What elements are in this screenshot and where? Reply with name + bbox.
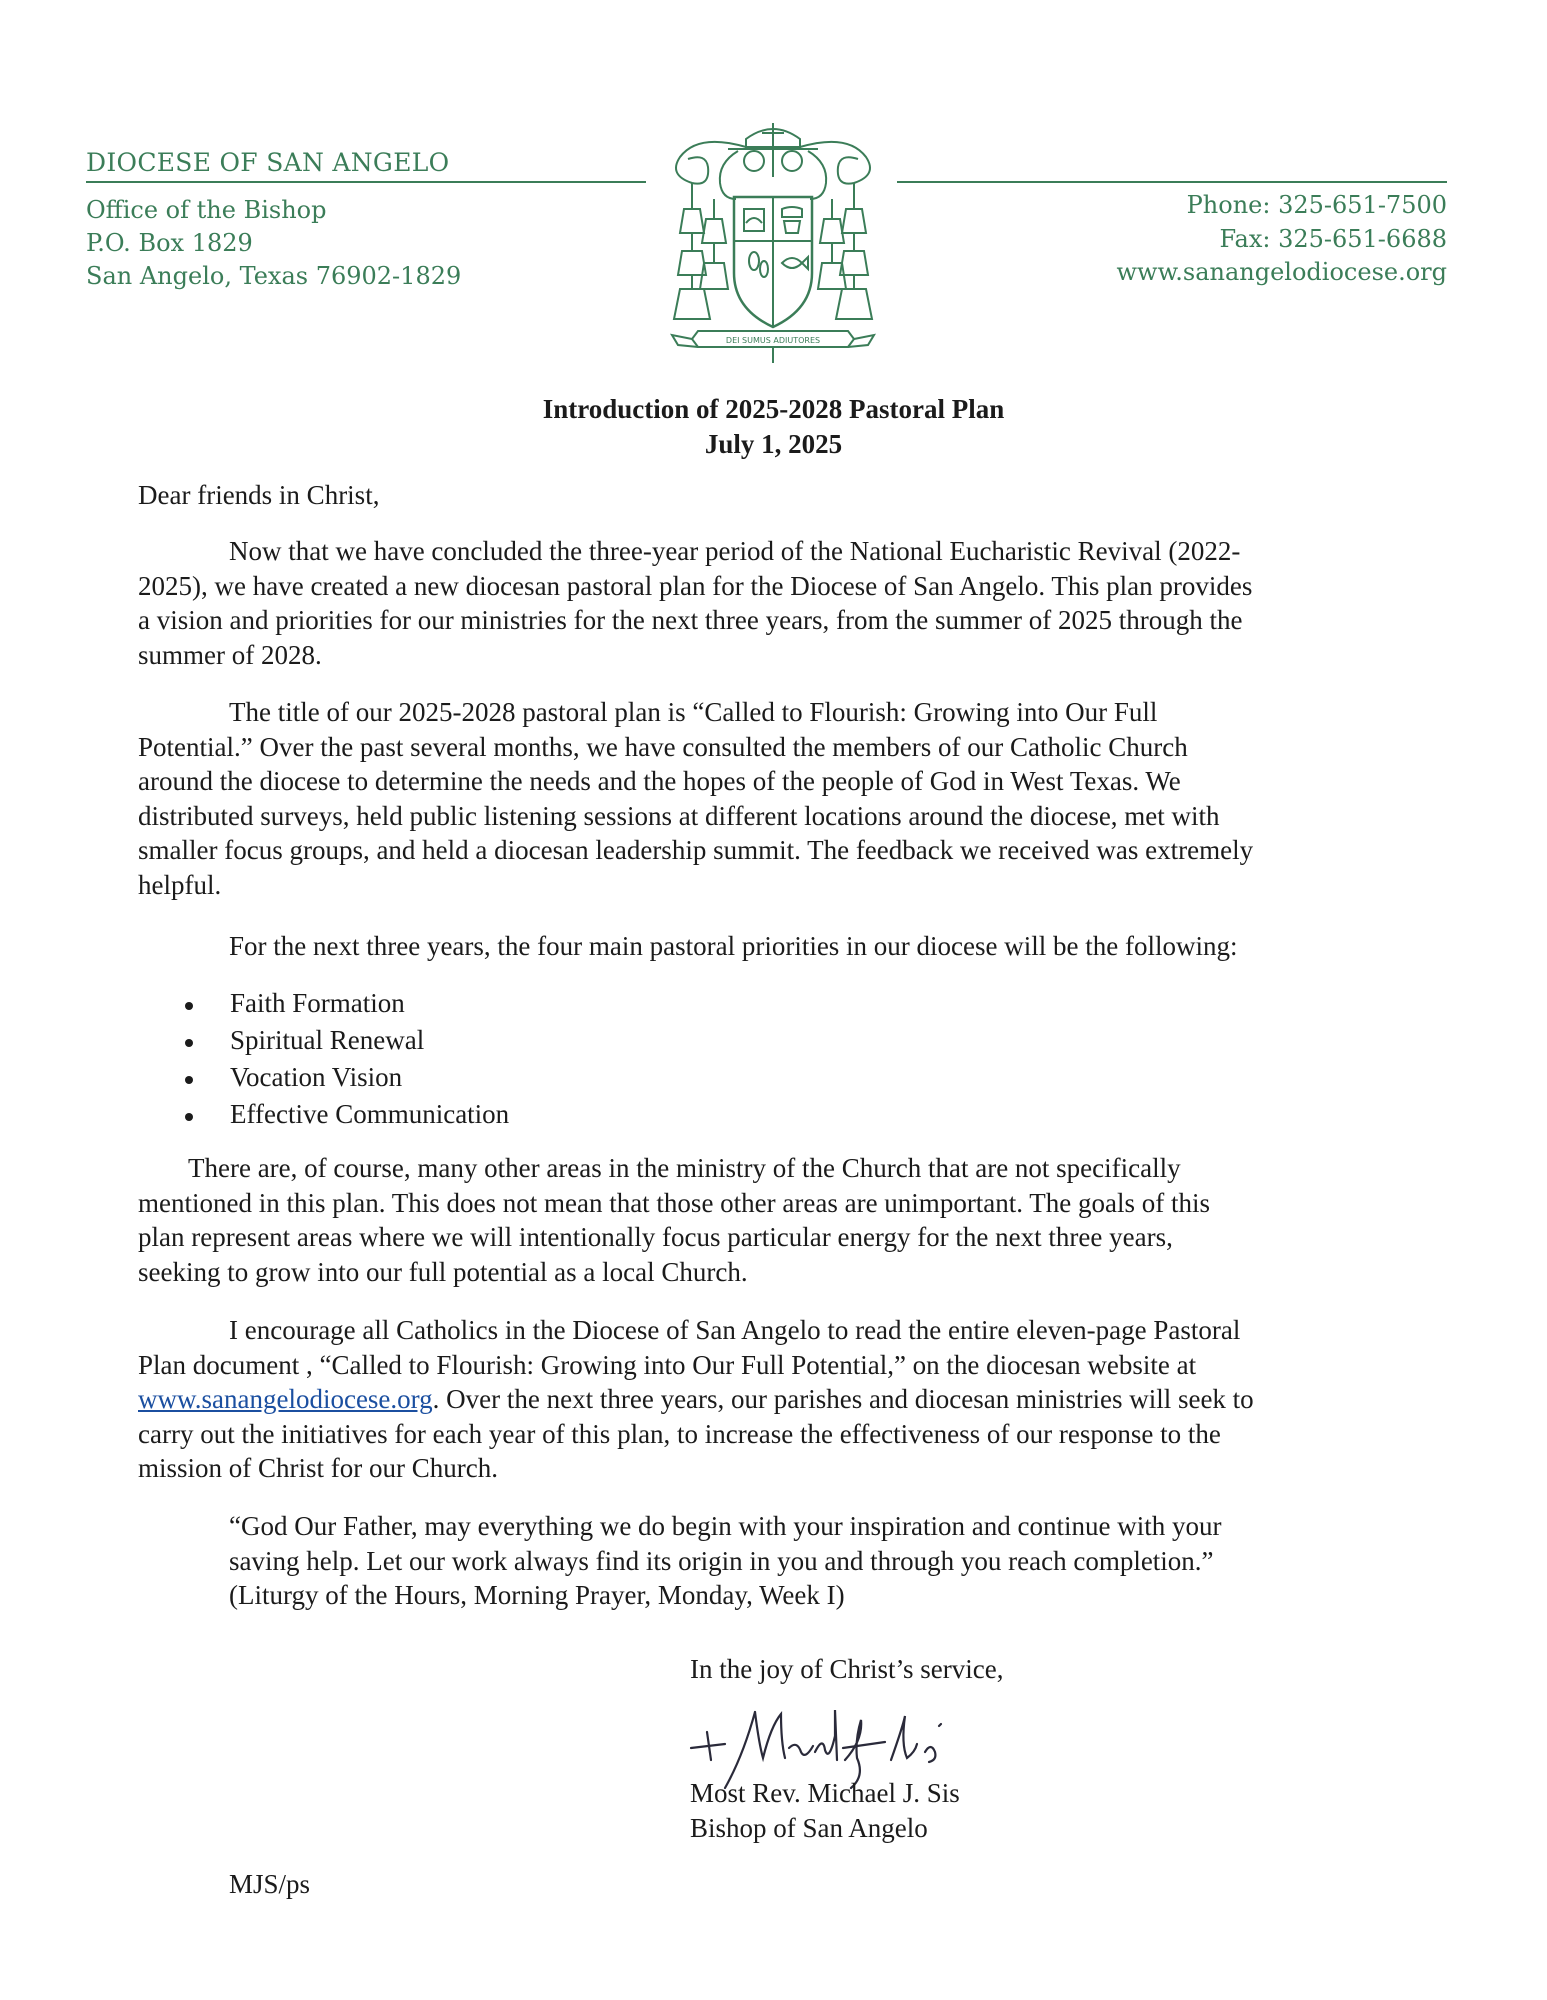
letterhead-website: www.sanangelodiocese.org	[1116, 258, 1447, 286]
paragraph-line: carry out the initiatives for each year of this plan, to increase the effectiveness of our response to the	[138, 1418, 1221, 1449]
paragraph-line: mission of Christ for our Church.	[138, 1453, 498, 1483]
priority-item: Effective Communication	[230, 1099, 510, 1129]
prayer-line: saving help. Let our work always find its origin in you and through you reach completion.”	[229, 1545, 1214, 1576]
paragraph-line: distributed surveys, held public listening sessions at different locations around the diocese, met with	[138, 800, 1220, 831]
letterhead-org-name: DIOCESE OF SAN ANGELO	[86, 148, 450, 177]
letterhead-fax: Fax: 325-651-6688	[1219, 225, 1447, 253]
priority-item: Vocation Vision	[230, 1062, 403, 1092]
paragraph-line: 2025), we have created a new diocesan pastoral plan for the Diocese of San Angelo. This plan provides	[138, 570, 1253, 601]
prayer-line: “God Our Father, may everything we do begin with your inspiration and continue with your	[229, 1511, 1222, 1541]
signer-name: Most Rev. Michael J. Sis	[690, 1778, 960, 1808]
paragraph-line: helpful.	[138, 869, 222, 900]
coat-of-arms-icon	[658, 113, 888, 363]
crest-motto: DEI SUMUS ADIUTORES	[725, 336, 821, 345]
bullet-icon	[185, 1002, 193, 1010]
paragraph-line: smaller focus groups, and held a diocesan leadership summit. The feedback we received was extremely	[138, 835, 1254, 865]
letterhead-office: Office of the Bishop	[86, 196, 327, 224]
paragraph-line: summer of 2028.	[138, 639, 322, 670]
typist-initials: MJS/ps	[229, 1869, 311, 1899]
paragraph-line: I encourage all Catholics in the Diocese of San Angelo to read the entire eleven-page Pastoral	[229, 1315, 1241, 1345]
bullet-icon	[185, 1076, 193, 1084]
paragraph-line: There are, of course, many other areas in the ministry of the Church that are not specifically	[188, 1153, 1181, 1183]
paragraph-2	[138, 695, 1253, 902]
letterhead-po-box: P.O. Box 1829	[86, 229, 253, 257]
paragraph-3: For the next three years, the four main pastoral priorities in our diocese will be the following:	[229, 931, 1238, 961]
letterhead-city: San Angelo, Texas 76902-1829	[86, 262, 462, 290]
bullet-icon	[185, 1113, 193, 1121]
diocese-website-link[interactable]: www.sanangelodiocese.org	[138, 1384, 433, 1414]
paragraph-line: around the diocese to determine the needs and the hopes of the people of God in West Texas. We	[138, 766, 1181, 796]
document-title: Introduction of 2025-2028 Pastoral Plan	[542, 394, 1005, 424]
prayer-line: (Liturgy of the Hours, Morning Prayer, Monday, Week I)	[229, 1580, 845, 1610]
priority-item: Spiritual Renewal	[230, 1025, 425, 1055]
priority-item: Faith Formation	[230, 988, 405, 1018]
letterhead-rule-left	[86, 181, 646, 183]
paragraph-5	[138, 1313, 1254, 1486]
paragraph-line: seeking to grow into our full potential as a local Church.	[138, 1256, 748, 1287]
paragraph-line: Now that we have concluded the three-year period of the National Eucharistic Revival (2022-	[229, 536, 1241, 566]
paragraph-4	[138, 1151, 1210, 1289]
paragraph-line	[138, 1382, 1254, 1417]
paragraph-line: The title of our 2025-2028 pastoral plan is “Called to Flourish: Growing into Our Full	[229, 697, 1158, 727]
letterhead-phone: Phone: 325-651-7500	[1186, 191, 1447, 219]
paragraph-line: mentioned in this plan. This does not mean that those other areas are unimportant. The goals of this	[138, 1187, 1211, 1218]
letterhead-rule-right	[897, 181, 1447, 183]
paragraph-line: plan represent areas where we will intentionally focus particular energy for the next three years,	[138, 1222, 1173, 1252]
bullet-icon	[185, 1039, 193, 1047]
paragraph-line-rest: . Over the next three years, our parishes and diocesan ministries will seek to	[432, 1384, 1254, 1414]
paragraph-line: Plan document , “Called to Flourish: Growing into Our Full Potential,” on the diocesan website at	[138, 1349, 1197, 1380]
valediction: In the joy of Christ’s service,	[690, 1654, 1004, 1684]
signer-role: Bishop of San Angelo	[690, 1813, 928, 1843]
salutation: Dear friends in Christ,	[138, 480, 380, 510]
paragraph-1	[138, 534, 1252, 672]
paragraph-line: Potential.” Over the past several months, we have consulted the members of our Catholic Church	[138, 731, 1188, 762]
paragraph-line: a vision and priorities for our ministries for the next three years, from the summer of 2025 through the	[138, 605, 1243, 635]
document-date: July 1, 2025	[704, 429, 843, 459]
prayer-quote	[229, 1509, 1221, 1613]
